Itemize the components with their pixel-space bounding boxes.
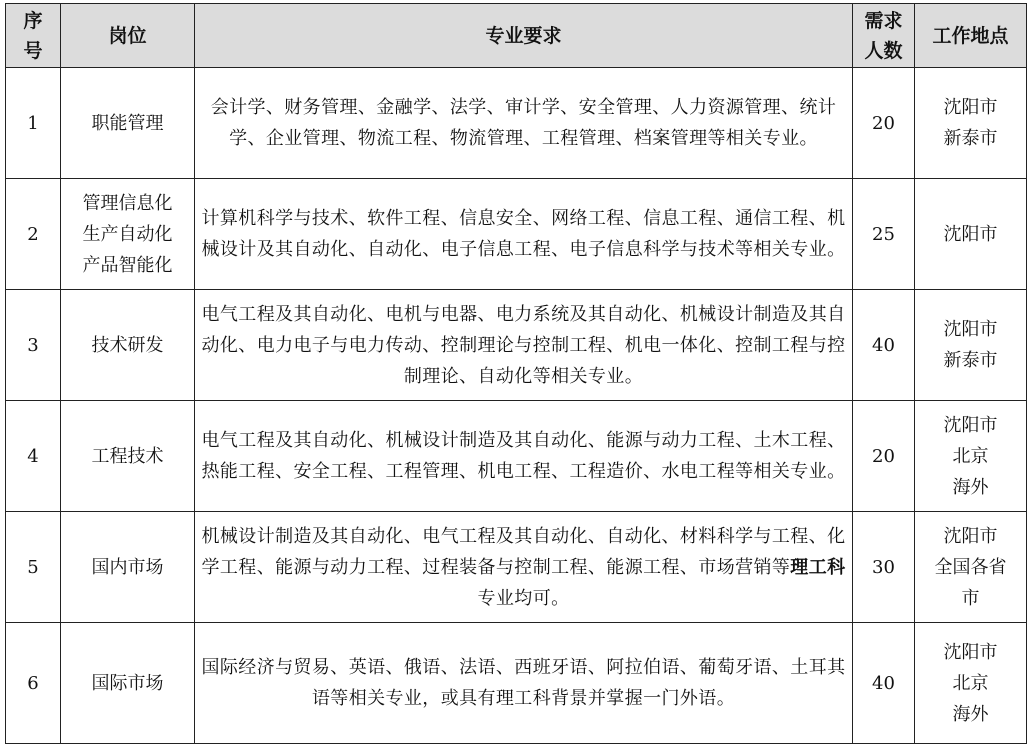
header-count: 需求 人数 <box>853 4 915 68</box>
row-index: 2 <box>6 179 61 290</box>
row-index: 6 <box>6 623 61 744</box>
row-index: 1 <box>6 68 61 179</box>
header-location: 工作地点 <box>915 4 1027 68</box>
row-location: 沈阳市 北京 海外 <box>915 401 1027 512</box>
row-count: 20 <box>853 68 915 179</box>
row-index: 5 <box>6 512 61 623</box>
row-count: 40 <box>853 623 915 744</box>
major-text-end: 专业均可。 <box>477 587 570 609</box>
row-major: 会计学、财务管理、金融学、法学、审计学、安全管理、人力资源管理、统计学、企业管理、物流工程、物流管理、工程管理、档案管理等相关专业。 <box>195 68 853 179</box>
major-text: 机械设计制造及其自动化、电气工程及其自动化、自动化、材料科学与工程、化学工程、能源与动力工程、过程装备与控制工程、能源工程、市场营销等 <box>201 525 846 578</box>
row-position: 职能管理 <box>61 68 195 179</box>
major-bold-text: 理工科 <box>790 556 846 578</box>
table-row <box>6 68 1027 179</box>
row-count: 40 <box>853 290 915 401</box>
header-position: 岗位 <box>61 4 195 68</box>
header-row <box>6 4 1027 68</box>
row-major: 计算机科学与技术、软件工程、信息安全、网络工程、信息工程、通信工程、机械设计及其自动化、自动化、电子信息工程、电子信息科学与技术等相关专业。 <box>195 179 853 290</box>
row-location: 沈阳市 北京 海外 <box>915 623 1027 744</box>
row-location: 沈阳市 新泰市 <box>915 68 1027 179</box>
row-count: 25 <box>853 179 915 290</box>
row-position: 技术研发 <box>61 290 195 401</box>
row-major <box>195 512 853 623</box>
table-row <box>6 512 1027 623</box>
row-position: 工程技术 <box>61 401 195 512</box>
row-position: 管理信息化 生产自动化 产品智能化 <box>61 179 195 290</box>
table-row <box>6 623 1027 744</box>
row-index: 4 <box>6 401 61 512</box>
header-major: 专业要求 <box>195 4 853 68</box>
row-count: 20 <box>853 401 915 512</box>
header-index: 序 号 <box>6 4 61 68</box>
row-major: 电气工程及其自动化、电机与电器、电力系统及其自动化、机械设计制造及其自动化、电力电子与电力传动、控制理论与控制工程、机电一体化、控制工程与控制理论、自动化等相关专业。 <box>195 290 853 401</box>
row-position: 国际市场 <box>61 623 195 744</box>
row-location: 沈阳市 全国各省 市 <box>915 512 1027 623</box>
row-index: 3 <box>6 290 61 401</box>
row-major: 国际经济与贸易、英语、俄语、法语、西班牙语、阿拉伯语、葡萄牙语、土耳其语等相关专业，或具有理工科背景并掌握一门外语。 <box>195 623 853 744</box>
row-location: 沈阳市 新泰市 <box>915 290 1027 401</box>
row-count: 30 <box>853 512 915 623</box>
row-major: 电气工程及其自动化、机械设计制造及其自动化、能源与动力工程、土木工程、热能工程、安全工程、工程管理、机电工程、工程造价、水电工程等相关专业。 <box>195 401 853 512</box>
table-row <box>6 290 1027 401</box>
row-position: 国内市场 <box>61 512 195 623</box>
table-row <box>6 179 1027 290</box>
table-row <box>6 401 1027 512</box>
recruitment-table <box>5 3 1027 744</box>
row-location: 沈阳市 <box>915 179 1027 290</box>
